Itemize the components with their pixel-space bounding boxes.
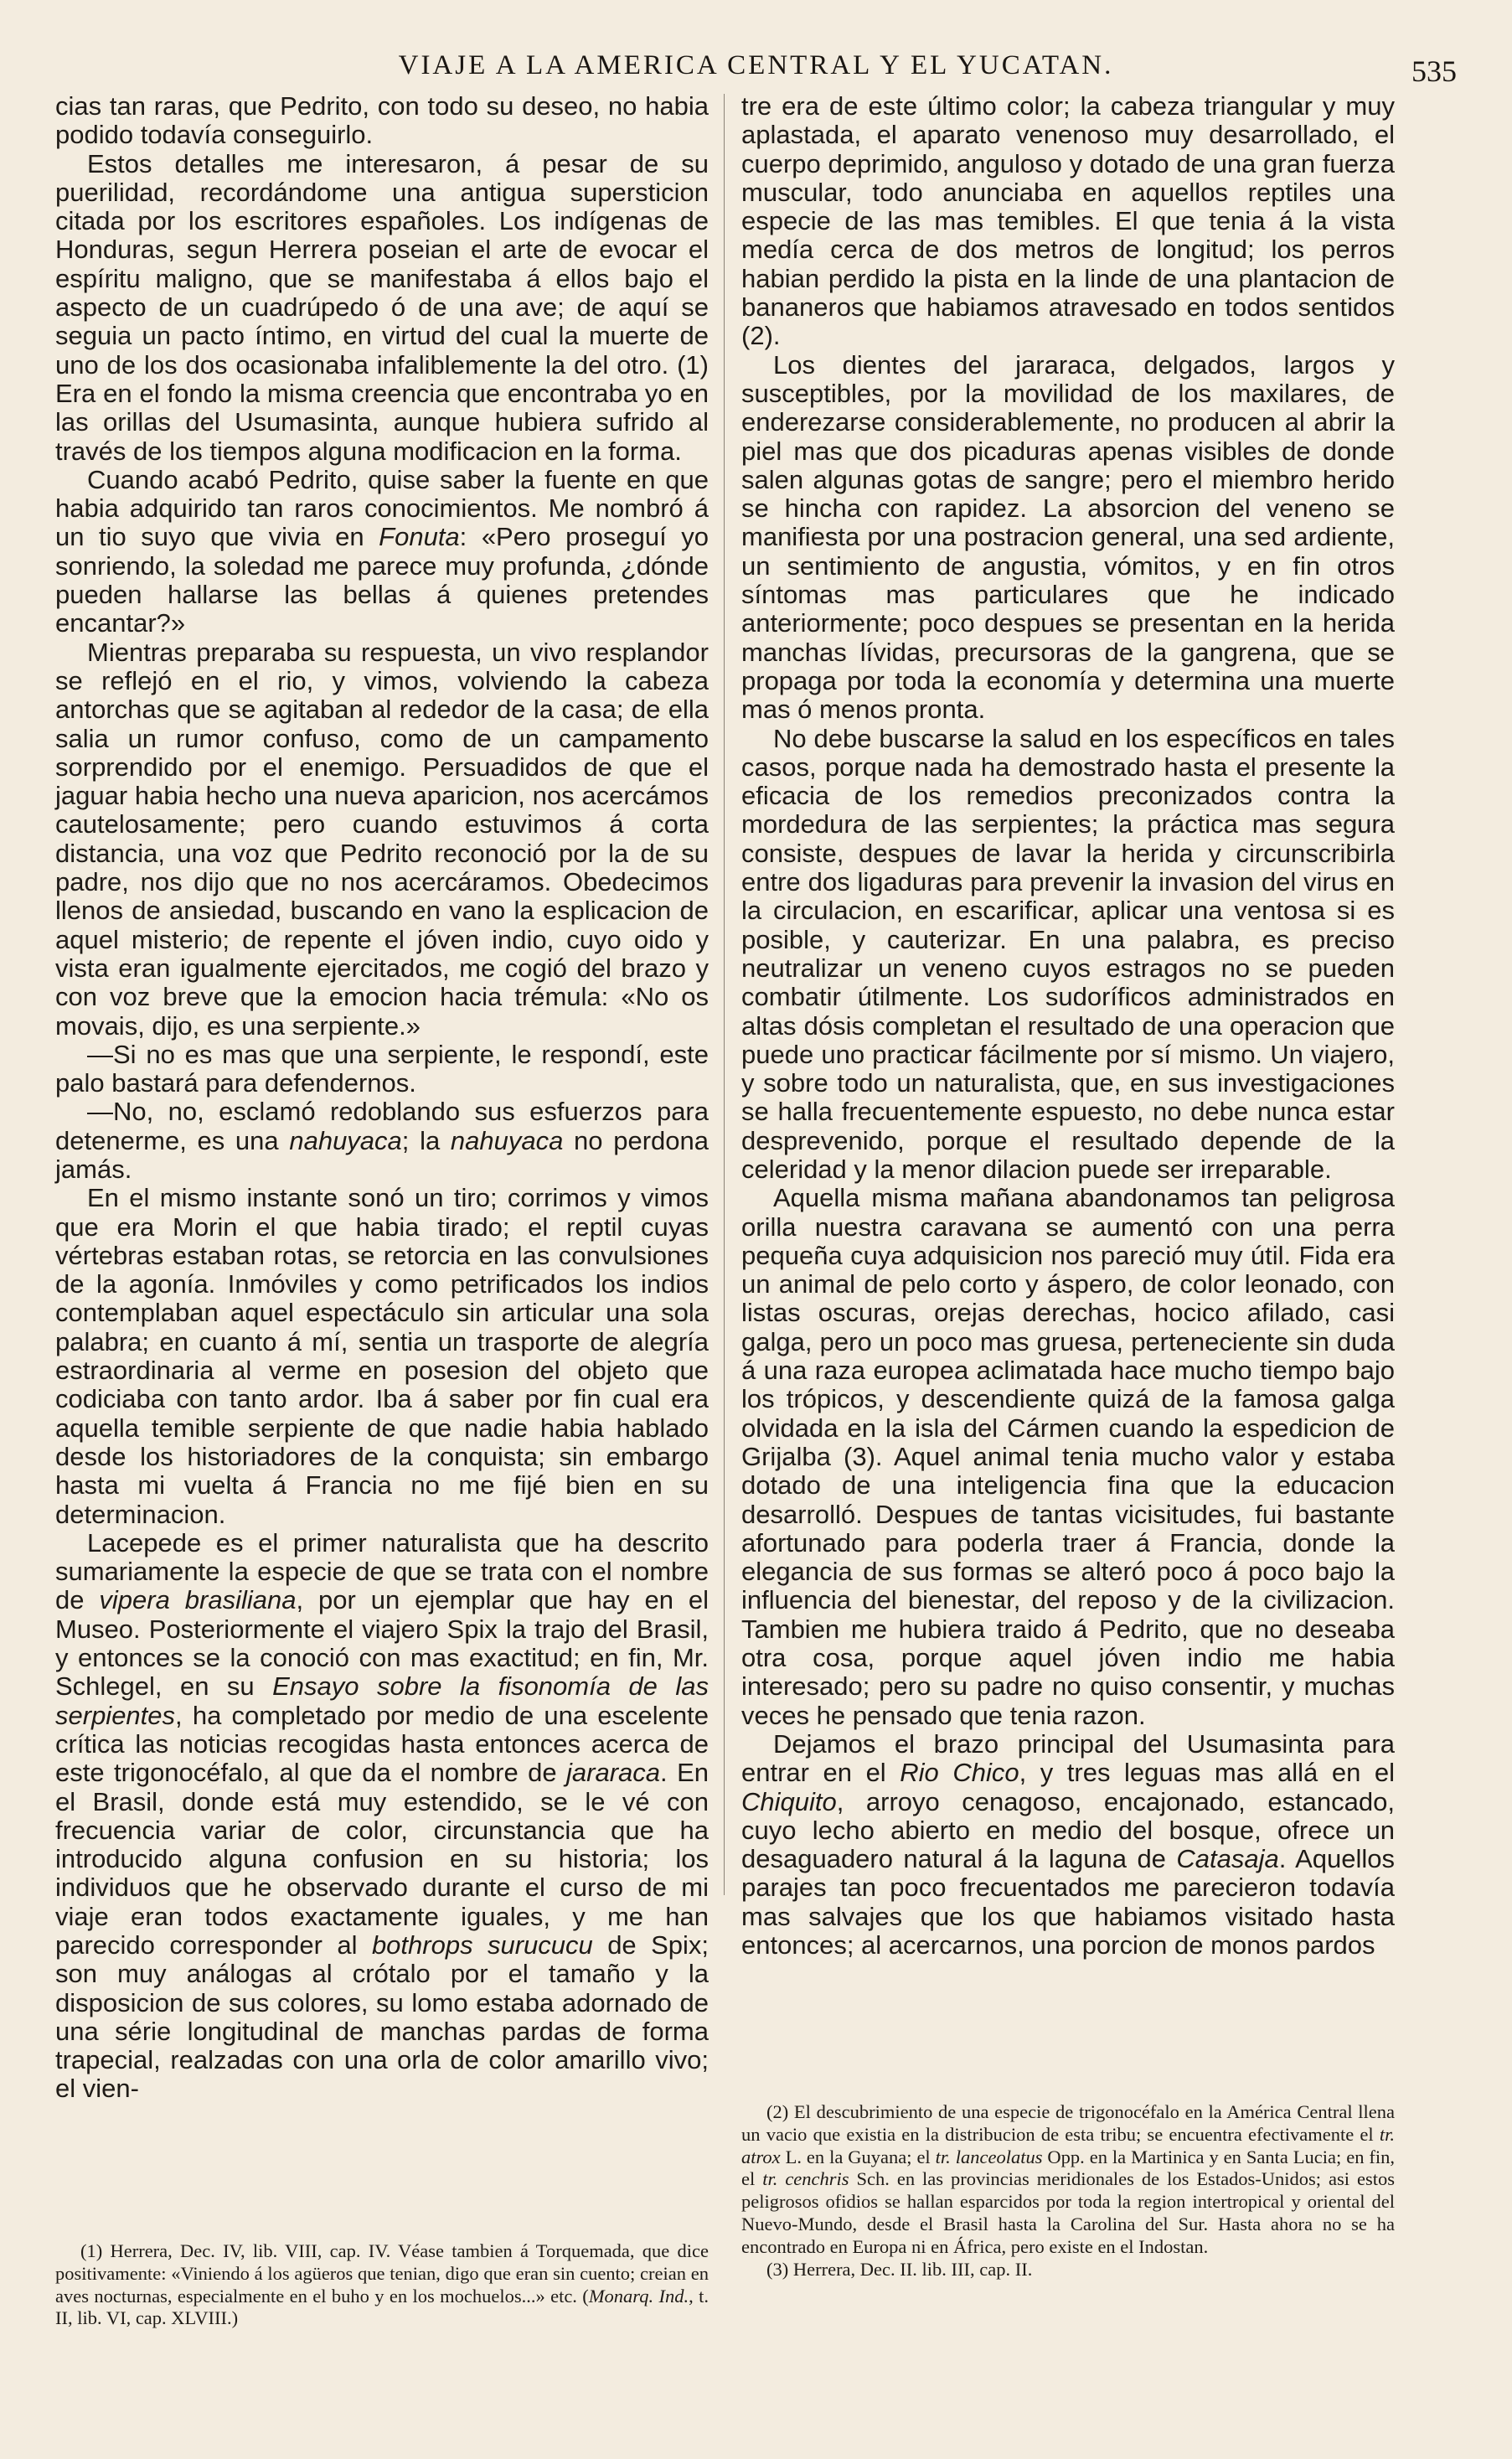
footnote-2: (2) El descubrimiento de una especie de trigonocéfalo en la América Central llena un vacio que existia en la distribucion de esta tribu; se encuentra efectivamente el tr. atrox L. en la Guyana; el tr. lanceolatus Opp. en la Martinica y en Santa Lucia; en fin, el tr. cenchris Sch. en las provincias meridionales de los Estados-Unidos; asi estos peligrosos ofidios se hallan esparcidos por toda la region intertropical y oriental del Nuevo-Mundo, desde el Brasil hasta la Carolina del Sur. Hasta ahora no se ha encontrado en Europa ni en África, pero existe en el Indostan.	[741, 2101, 1395, 2257]
footnotes-right	[741, 2101, 1395, 2281]
species-name: vipera brasiliana	[99, 1585, 297, 1615]
paragraph: Aquella misma mañana abandonamos tan peligrosa orilla nuestra caravana se aumentó con una perra pequeña cuya adquisicion nos pareció muy útil. Fida era un animal de pelo corto y áspero, de color leonado, con listas oscuras, orejas derechas, hocico afilado, casi galga, pero un poco mas gruesa, perteneciente sin duda á una raza europea aclimatada hace mucho tiempo bajo los trópicos, y descendiente quizá de la famosa galga olvidada en la isla del Cármen cuando la espedicion de Grijalba (3). Aquel animal tenia mucho valor y estaba dotado de una inteligencia fina que la educacion desarrolló. Despues de tantas vicisitudes, fui bastante afortunado para poderla traer á Francia, donde la elegancia de sus formas se alteró poco á poco bajo la influencia del bienestar, del reposo y de la civilizacion. Tambien me hubiera traido á Pedrito, que no deseaba otra cosa, porque aquel jóven indio me habia interesado; pero su padre no quiso consentir, y muchas veces he pensado que tenia razon.	[741, 1183, 1395, 1730]
paragraph: Lacepede es el primer naturalista que ha descrito sumariamente la especie de que se trata con el nombre de vipera brasiliana, por un ejemplar que hay en el Museo. Posteriormente el viajero Spix la trajo del Brasil, y entonces se la conoció con mas exactitud; en fin, Mr. Schlegel, en su Ensayo sobre la fisonomía de las serpientes, ha completado por medio de una escelente crítica las noticias recogidas hasta entonces acerca de este trigonocéfalo, al que da el nombre de jararaca. En el Brasil, donde está muy estendido, se le vé con frecuencia variar de color, circunstancia que ha introducido alguna confusion en su historia; los individuos que he observado durante el curso de mi viaje eran todos exactamente iguales, y me han parecido corresponder al bothrops surucucu de Spix; son muy análogas al crótalo por el tamaño y la disposicion de sus colores, su lomo estaba adornado de una série longitudinal de manchas pardas de forma trapecial, realzadas con una orla de color amarillo vivo; el vien-	[55, 1527, 709, 2104]
running-title: VIAJE A LA AMERICA CENTRAL Y EL YUCATAN.	[398, 50, 1114, 80]
footnotes-left	[55, 2240, 709, 2330]
paragraph: No debe buscarse la salud en los específicos en tales casos, porque nada ha demostrado hasta el presente la eficacia de los remedios preconizados contra la mordedura de las serpientes; la práctica mas segura consiste, despues de lavar la herida y circunscribirla entre dos ligaduras para prevenir la invasion del virus en la circulacion, en escarificar, aplicar una ventosa si es posible, y cauterizar. En una palabra, es preciso neutralizar un veneno cuyos estragos no se pueden combatir útilmente. Los sudoríficos administrados en altas dósis completan el resultado de una operacion que puede uno practicar fácilmente por sí mismo. Un viajero, y sobre todo un naturalista, que, en sus investigaciones se halla frecuentemente espuesto, no debe nunca estar desprevenido, porque el resultado depende de la celeridad y la menor dilacion puede ser irreparable.	[741, 723, 1395, 1184]
place-name: Catasaja	[1176, 1844, 1279, 1874]
place-name: Fonuta	[379, 522, 460, 552]
paragraph: tre era de este último color; la cabeza triangular y muy aplastada, el aparato venenoso muy desarrollado, el cuerpo deprimido, anguloso y dotado de una gran fuerza muscular, todo anunciaba en aquellos reptiles una especie de las mas temibles. El que tenia á la vista medía cerca de dos metros de longitud; los perros habian perdido la pista en la linde de una plantacion de bananeros que habiamos atravesado en todos sentidos (2).	[741, 91, 1395, 351]
paragraph: —Si no es mas que una serpiente, le respondí, este palo bastará para defendernos.	[55, 1039, 709, 1098]
column-divider	[724, 94, 725, 1895]
paragraph: Los dientes del jararaca, delgados, largos y susceptibles, por la movilidad de los maxilares, de enderezarse considerablemente, no producen al abrir la piel mas que dos picaduras apenas visibles de donde salen algunas gotas de sangre; pero el miembro herido se hincha con rapidez. La absorcion del veneno se manifiesta por una postracion general, una sed ardiente, un sentimiento de angustia, vómitos, y en fin otros síntomas mas particulares que he indicado anteriormente; poco despues se presentan en la herida manchas lívidas, precursoras de la gangrena, que se propaga por toda la economía y determina una muerte mas ó menos pronta.	[741, 349, 1395, 725]
paragraph: Mientras preparaba su respuesta, un vivo resplandor se reflejó en el rio, y vimos, volviendo la cabeza antorchas que se agitaban al rededor de la casa; de ella salia un rumor confuso, como de un campamento sorprendido por el enemigo. Persuadidos de que el jaguar habia hecho una nueva aparicion, nos acercámos cautelosamente; pero cuando estuvimos á corta distancia, una voz que Pedrito reconoció por la de su padre, nos dijo que no nos acercáramos. Obedecimos llenos de ansiedad, buscando en vano la esplicacion de aquel misterio; de repente el jóven indio, cuyo oido y vista eran igualmente ejercitados, me cogió del brazo y con voz breve que la emocion hacia trémula: «No os movais, dijo, es una serpiente.»	[55, 637, 709, 1041]
snake-name: nahuyaca	[450, 1125, 564, 1155]
paragraph: —No, no, esclamó redoblando sus esfuerzos para detenerme, es una nahuyaca; la nahuyaca no perdona jamás.	[55, 1097, 709, 1184]
page-number: 535	[1411, 54, 1457, 88]
paragraph: Estos detalles me interesaron, á pesar de su puerilidad, recordándome una antigua supersticion citada por los escritores españoles. Los indígenas de Honduras, segun Herrera poseian el arte de evocar el espíritu maligno, que se manifestaba á ellos bajo el aspecto de un cuadrúpedo ó de una ave; de aquí se seguia un pacto íntimo, en virtud del cual la muerte de uno de los dos ocasionaba infaliblemente la del otro. (1) Era en el fondo la misma creencia que encontraba yo en las orillas del Usumasinta, aunque hubiera sufrido al través de los tiempos alguna modificacion en la forma.	[55, 148, 709, 466]
left-column	[55, 92, 709, 2104]
footnote-1: (1) Herrera, Dec. IV, lib. VIII, cap. IV. Véase tambien á Torquemada, que dice positivamente: «Viniendo á los agüeros que tenian, digo que eran sin cuento; creian en aves nocturnas, especialmente en el buho y en los mochuelos...» etc. (Monarq. Ind., t. II, lib. VI, cap. XLVIII.)	[55, 2240, 709, 2329]
snake-name: nahuyaca	[289, 1125, 402, 1155]
book-title: Ensayo sobre la fisonomía de las serpientes	[55, 1671, 709, 1730]
paragraph: Dejamos el brazo principal del Usumasinta para entrar en el Rio Chico, y tres leguas mas allá en el Chiquito, arroyo cenagoso, encajonado, estancado, cuyo lecho abierto en medio del bosque, ofrece un desaguadero natural á la laguna de Catasaja. Aquellos parajes tan poco frecuentados me parecieron todavía mas salvajes que los que habiamos visitado hasta entonces; al acercarnos, una porcion de monos pardos	[741, 1728, 1395, 1960]
place-name: Chiquito	[741, 1786, 837, 1816]
footnote-3: (3) Herrera, Dec. II. lib. III, cap. II.	[766, 2258, 1033, 2280]
paragraph: Cuando acabó Pedrito, quise saber la fuente en que habia adquirido tan raros conocimientos. Me nombró á un tio suyo que vivia en Fonuta: «Pero proseguí yo sonriendo, la soledad me parece muy profunda, ¿dónde pueden hallarse las bellas á quienes pretendes encantar?»	[55, 464, 709, 638]
paragraph: cias tan raras, que Pedrito, con todo su deseo, no habia podido todavía conseguirlo.	[55, 91, 709, 150]
right-column	[741, 92, 1395, 1960]
species-name: jararaca	[566, 1758, 661, 1788]
paragraph: En el mismo instante sonó un tiro; corrimos y vimos que era Morin el que habia tirado; el reptil cuyas vértebras estaban rotas, se retorcia en las convulsiones de la agonía. Inmóviles y como petrificados los indios contemplaban aquel espectáculo sin articular una sola palabra; en cuanto á mí, sentia un trasporte de alegría estraordinaria al verme en posesion del objeto que codiciaba con tanto ardor. Iba á saber por fin cual era aquella temible serpiente de que nadie habia hablado desde los historiadores de la conquista; sin embargo hasta mi vuelta á Francia no me fijé bien en su determinacion.	[55, 1183, 709, 1529]
place-name: Rio Chico	[900, 1758, 1019, 1788]
species-name: bothrops surucucu	[371, 1930, 593, 1960]
